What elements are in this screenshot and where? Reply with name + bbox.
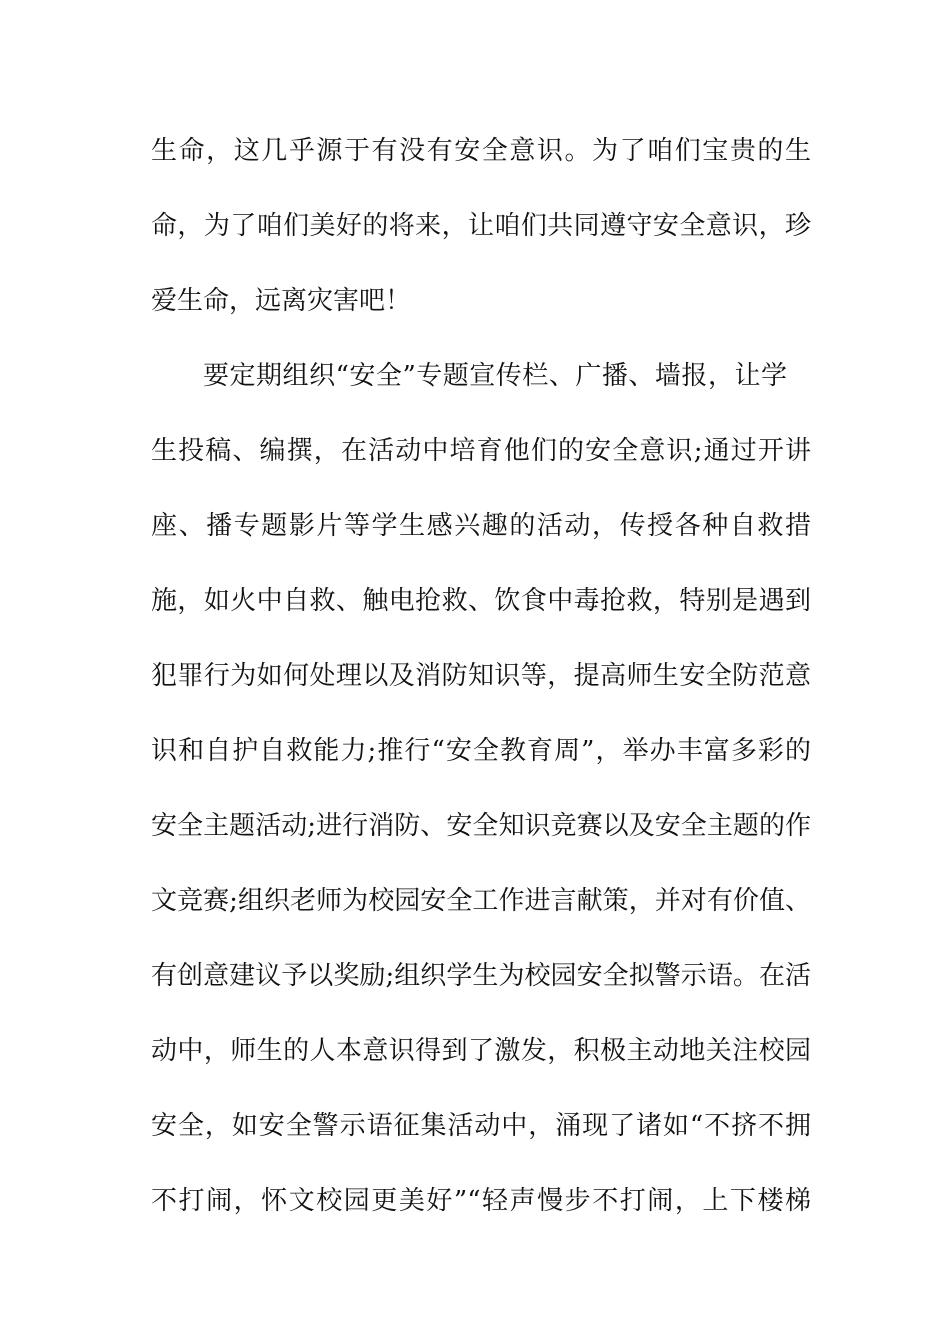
text-line: 文竞赛;组织老师为校园安全工作进言献策，并对有价值、: [151, 886, 811, 916]
text-line: 命，为了咱们美好的将来，让咱们共同遵守安全意识，珍: [151, 211, 811, 241]
text-line: 安全主题活动;进行消防、安全知识竞赛以及安全主题的作: [151, 811, 811, 841]
text-line: 识和自护自救能力;推行“安全教育周”，举办丰富多彩的: [151, 736, 811, 766]
text-line: 爱生命，远离灾害吧！: [151, 286, 412, 316]
text-line: 不打闹，怀文校园更美好”“轻声慢步不打闹，上下楼梯: [151, 1186, 811, 1216]
text-line: 生命，这几乎源于有没有安全意识。为了咱们宝贵的生: [151, 136, 811, 166]
text-line: 要定期组织“安全”专题宣传栏、广播、墙报，让学: [203, 361, 787, 391]
text-line: 生投稿、编撰，在活动中培育他们的安全意识;通过开讲: [151, 436, 811, 466]
text-line: 犯罪行为如何处理以及消防知识等，提高师生安全防范意: [151, 661, 811, 691]
text-line: 座、播专题影片等学生感兴趣的活动，传授各种自救措: [151, 511, 811, 541]
text-line: 施，如火中自救、触电抢救、饮食中毒抢救，特别是遇到: [151, 586, 811, 616]
text-line: 安全，如安全警示语征集活动中，涌现了诸如“不挤不拥: [151, 1111, 811, 1141]
text-line: 动中，师生的人本意识得到了激发，积极主动地关注校园: [151, 1036, 811, 1066]
text-line: 有创意建议予以奖励;组织学生为校园安全拟警示语。在活: [151, 961, 811, 991]
